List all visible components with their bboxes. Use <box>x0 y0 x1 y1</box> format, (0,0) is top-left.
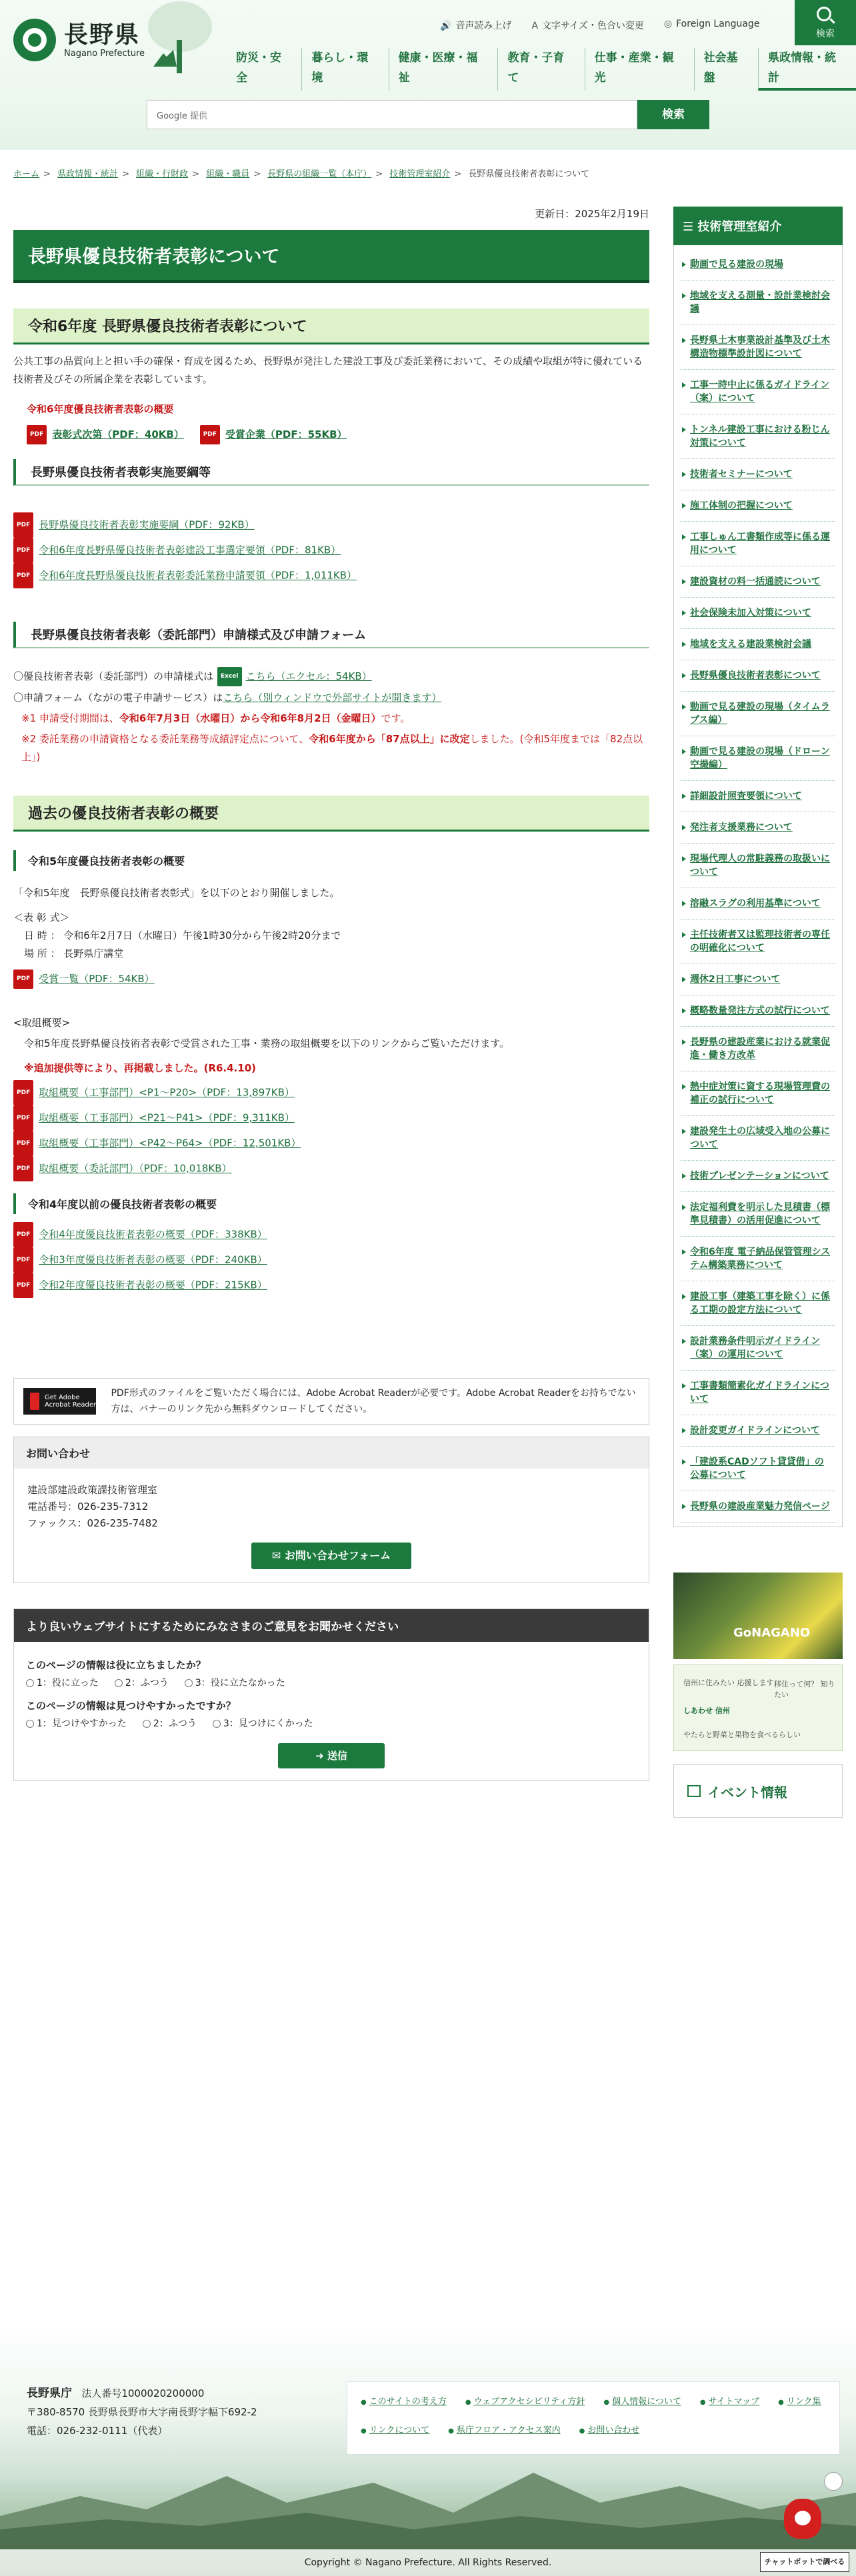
ceremony-label: ＜表 彰 式＞ <box>13 912 70 924</box>
pdf-icon: PDF <box>27 425 47 444</box>
list-item <box>13 1273 649 1298</box>
republished-note: ※追加提供等により、再掲載しました。(R6.4.10) <box>24 1062 256 1074</box>
pdf-link[interactable]: 取組概要（工事部門）<P21～P41>（PDF：9,311KB） <box>39 1111 295 1124</box>
survey-question-1: このページの情報は役に立ちましたか？ <box>26 1659 206 1671</box>
survey-q2-option-2[interactable]: 2：ふつう <box>143 1716 197 1730</box>
breadcrumb-item[interactable]: 長野県の組織一覧（本庁） <box>267 169 372 179</box>
summary-label: <取組概要> <box>13 1017 71 1029</box>
contact-box <box>13 1437 649 1583</box>
survey-question-2: このページの情報は見つけやすかったですか？ <box>26 1700 236 1712</box>
main-content <box>13 207 649 1781</box>
list-item <box>13 512 649 538</box>
summary-text: 令和5年度長野県優良技術者表彰で受賞された工事・業務の取組概要を以下のリンクからご覧いただけます。 <box>24 1037 510 1049</box>
iju-banner[interactable]: 信州に住みたい 応援します 移住って何？ 知りたい しあわせ 信州 やたらと野菜と果物を食べるらしい <box>673 1664 843 1751</box>
footer-org-info <box>27 2384 257 2440</box>
pdf-icon: PDF <box>13 1131 33 1156</box>
breadcrumb-current: 長野県優良技術者表彰について <box>468 169 590 179</box>
contact-fax: ファックス：026-235-7482 <box>27 1517 158 1529</box>
footer-corp-no: 法人番号1000020200000 <box>81 2387 205 2399</box>
pdf-icon: PDF <box>13 1080 33 1105</box>
chatbot-launcher[interactable] <box>760 2492 849 2572</box>
pdf-link[interactable]: 令和6年度長野県優良技術者表彰建設工事選定要領（PDF：81KB） <box>39 544 341 556</box>
breadcrumb-item[interactable]: 県政情報・統計 <box>57 169 119 179</box>
sidebar-item[interactable]: 長野県優良技術者表彰について <box>681 660 835 692</box>
site-header <box>0 0 856 150</box>
sidebar-item[interactable]: 建設工事（建築工事を除く）に係る工期の設定方法について <box>681 1281 835 1326</box>
contact-heading: お問い合わせ <box>14 1437 649 1469</box>
footer-link[interactable]: ● このサイトの考え方 <box>361 2394 447 2413</box>
nav-item-life[interactable]: 暮らし・環境 <box>301 48 388 91</box>
logo-title: 長野県 <box>64 21 141 49</box>
breadcrumb-item[interactable]: 組織・行財政 <box>136 169 189 179</box>
breadcrumb-home[interactable]: ホーム <box>13 169 40 179</box>
pdf-link[interactable]: 取組概要（工事部門）<P1～P20>（PDF：13,897KB） <box>39 1086 295 1099</box>
sidebar-item[interactable]: 工事一時中止に係るガイドライン（案）について <box>681 370 835 414</box>
footer-link[interactable]: ● ウェブアクセシビリティ方針 <box>465 2394 585 2413</box>
pdf-link[interactable]: 取組概要（委託部門）（PDF：10,018KB） <box>39 1162 232 1175</box>
nav-item-infrastructure[interactable]: 社会基盤 <box>694 48 758 91</box>
pdf-link[interactable]: 受賞一覧（PDF：54KB） <box>39 973 155 985</box>
adobe-reader-notice <box>13 1378 649 1425</box>
sidebar-item[interactable]: 主任技術者又は監理技術者の専任の明確化について <box>681 920 835 964</box>
sidebar-item[interactable]: 社会保険未加入対策について <box>681 598 835 629</box>
footer-link[interactable]: ● 個人情報について <box>603 2394 681 2413</box>
tree-illustration-icon <box>140 0 220 77</box>
list-item <box>13 563 649 588</box>
sidebar-item[interactable]: 技術者セミナーについて <box>681 459 835 490</box>
sidebar-item[interactable]: 週休2日工事について <box>681 964 835 995</box>
radio-icon <box>26 1720 34 1728</box>
global-nav <box>227 48 856 91</box>
adobe-reader-text: PDF形式のファイルをご覧いただく場合には、Adobe Acrobat Readerが必要です。Adobe Acrobat Readerをお持ちでない方は、バナーのリンク先から無料ダウンロードしてください。 <box>111 1388 636 1415</box>
globe-icon: ◎ <box>663 19 673 29</box>
sidebar-item[interactable]: 長野県の建設産業における就業促進・働き方改革 <box>681 1027 835 1071</box>
gonagano-banner[interactable]: GoNAGANO <box>673 1573 843 1659</box>
sidebar-item[interactable]: 長野県土木事業設計基準及び土木構造物標準設計図について <box>681 325 835 370</box>
breadcrumb-item[interactable]: 組織・職員 <box>206 169 250 179</box>
note-score: ※2 委託業務の申請資格となる委託業務等成績評定点について、令和6年度から「87点以上」に改定しました。(令和5年度までは「82点以上」) <box>21 733 643 763</box>
prefecture-emblem-icon <box>13 19 56 61</box>
section-heading: 過去の優良技術者表彰の概要 <box>13 796 649 832</box>
radio-icon <box>213 1720 221 1728</box>
pdf-icon: PDF <box>13 1247 33 1273</box>
survey-q2-option-3[interactable]: 3：見つけにくかった <box>213 1716 313 1730</box>
adobe-reader-banner[interactable]: Get Adobe Acrobat Reader <box>23 1388 96 1415</box>
sidebar-item[interactable]: 技術プレゼンテーションについて <box>681 1161 835 1192</box>
pdf-link[interactable]: 令和6年度長野県優良技術者表彰委託業務申請要領（PDF：1,011KB） <box>39 569 357 582</box>
pdf-link[interactable]: 令和4年度優良技術者表彰の概要（PDF：338KB） <box>39 1228 267 1241</box>
survey-q1-option-1[interactable]: 1：役に立った <box>26 1676 99 1689</box>
list-item <box>13 1105 649 1131</box>
r6-pdf-links <box>27 425 649 444</box>
footer-phone: 電話：026-232-0111（代表） <box>27 2425 168 2437</box>
document-list <box>13 1080 649 1181</box>
footer-links <box>347 2381 840 2455</box>
speaker-icon: 🔊 <box>440 21 452 31</box>
site-footer <box>0 2325 856 2576</box>
section-heading: 令和6年度 長野県優良技術者表彰について <box>13 309 649 344</box>
pdf-link[interactable]: 取組概要（工事部門）<P42～P64>（PDF：12,501KB） <box>39 1137 301 1149</box>
acrobat-icon <box>30 1393 39 1410</box>
sidebar-item[interactable]: 建設資材の料一括通読について <box>681 566 835 598</box>
page-title: 長野県優良技術者表彰について <box>13 230 649 283</box>
chatbot-mascot-icon <box>784 2499 821 2539</box>
calendar-icon <box>687 1785 701 1797</box>
list-item <box>13 1080 649 1105</box>
sidebar <box>673 207 843 1818</box>
site-logo[interactable] <box>13 19 145 61</box>
sidebar-item[interactable]: 動画で見る建設の現場（ドローン空撮編） <box>681 736 835 781</box>
site-search <box>147 100 709 129</box>
event-info-link[interactable]: イベント情報 <box>673 1764 843 1818</box>
pdf-link[interactable]: 令和2年度優良技術者表彰の概要（PDF：215KB） <box>39 1279 267 1291</box>
footer-link[interactable]: ● サイトマップ <box>700 2394 759 2413</box>
foreign-language-link[interactable]: ◎ Foreign Language <box>663 19 760 29</box>
nav-item-disaster[interactable]: 防災・安全 <box>236 51 281 85</box>
sidebar-item[interactable]: 長野県の建設産業魅力発信ページ <box>681 1491 835 1523</box>
survey-heading: より良いウェブサイトにするためにみなさまのご意見をお聞かせください <box>14 1609 649 1642</box>
document-list <box>13 512 649 588</box>
footer-link[interactable]: ● 県庁フロア・アクセス案内 <box>448 2423 560 2442</box>
search-icon <box>817 7 831 21</box>
mountain-illustration-icon <box>0 2456 856 2549</box>
sidebar-item[interactable]: 詳細設計照査要領について <box>681 781 835 812</box>
pdf-link[interactable]: 表彰式次第（PDF：40KB） <box>52 428 184 440</box>
utility-menu <box>440 19 760 32</box>
sidebar-item[interactable]: 施工体制の把握について <box>681 490 835 522</box>
winners-pdf <box>13 969 649 989</box>
nav-item-health[interactable]: 健康・医療・福祉 <box>389 48 498 91</box>
pdf-icon: PDF <box>13 1222 33 1247</box>
sidebar-item[interactable]: 建設発生土の広域受入地の公募について <box>681 1116 835 1161</box>
contact-phone: 電話番号：026-235-7312 <box>27 1501 149 1513</box>
sidebar-item[interactable]: 令和6年度 電子納品保管管理システム構築業務について <box>681 1237 835 1281</box>
breadcrumb: ホーム > 県政情報・統計 > 組織・行財政 > 組織・職員 > 長野県の組織一覧（本庁） > 技術管理室紹介 > 長野県優良技術者表彰について <box>13 169 590 179</box>
nav-item-education[interactable]: 教育・子育て <box>497 48 584 91</box>
sidebar-item[interactable]: 設計業務条件明示ガイドライン（案）の運用について <box>681 1326 835 1371</box>
sidebar-item[interactable]: 現場代理人の常駐義務の取扱いについて <box>681 844 835 888</box>
voice-reader-link[interactable]: 🔊 音声読み上げ <box>440 21 512 31</box>
e-application-line: 〇申請フォーム（ながの電子申請サービス）はこちら（別ウィンドウで外部サイトが開きます） <box>13 692 442 704</box>
survey-q1-option-3[interactable]: 3：役に立たなかった <box>185 1676 285 1689</box>
list-item <box>13 1131 649 1156</box>
list-item <box>13 538 649 563</box>
pdf-icon: PDF <box>13 538 33 563</box>
pdf-icon: PDF <box>13 512 33 538</box>
sidebar-item[interactable]: 設計変更ガイドラインについて <box>681 1415 835 1447</box>
survey-q1-option-2[interactable]: 2：ふつう <box>115 1676 169 1689</box>
sidebar-item[interactable]: 動画で見る建設の現場（タイムラプス編） <box>681 692 835 736</box>
sidebar-item[interactable]: 地域を支える測量・設計業検討会議 <box>681 281 835 325</box>
application-form-line: 〇優良技術者表彰（委託部門）の申請様式は Excel こちら（エクセル：54KB） <box>13 667 649 686</box>
document-list <box>13 1222 649 1298</box>
ceremony-text: 「令和5年度 長野県優良技術者表彰式」を以下のとおり開催しました。 <box>13 887 340 899</box>
pdf-link[interactable]: 長野県優良技術者表彰実施要綱（PDF：92KB） <box>39 518 255 531</box>
sidebar-item[interactable]: 概略数量発注方式の試行について <box>681 995 835 1027</box>
footer-link[interactable]: ● リンク集 <box>778 2394 821 2413</box>
section-heading: 長野県優良技術者表彰（委託部門）申請様式及び申請フォーム <box>13 622 649 648</box>
contact-form-button[interactable]: ✉ お問い合わせフォーム <box>251 1543 411 1569</box>
feedback-survey <box>13 1609 649 1781</box>
r6-overview-label: 令和6年度優良技術者表彰の概要 <box>27 403 174 415</box>
chatbot-label: チャットボットで調べる <box>760 2552 849 2572</box>
arrow-right-icon: ➜ <box>315 1750 327 1762</box>
footer-link[interactable]: ● リンクについて <box>361 2423 429 2442</box>
sidebar-item[interactable]: 溶融スラグの利用基準について <box>681 888 835 920</box>
contact-dept: 建設部建設政策課技術管理室 <box>27 1484 158 1496</box>
survey-submit-button[interactable]: ➜ 送信 <box>278 1743 385 1768</box>
sidebar-list <box>673 245 843 1527</box>
sidebar-item[interactable]: 工事書類簡素化ガイドラインについて <box>681 1371 835 1415</box>
logo-subtitle: Nagano Prefecture <box>64 48 145 59</box>
footer-org-name: 長野県庁 <box>27 2387 72 2400</box>
sidebar-item[interactable]: トンネル建設工事における粉じん対策について <box>681 414 835 459</box>
copyright: Copyright © Nagano Prefecture. All Rights Reserved. <box>0 2549 856 2576</box>
intro-text: 公共工事の品質向上と担い手の確保・育成を図るため、長野県が発注した建設工事及び委託業務において、その成績や取組が特に優れている技術者及びその所属企業を表彰しています。 <box>13 355 643 385</box>
footer-link[interactable]: ● お問い合わせ <box>579 2423 640 2442</box>
menu-icon: ☰ <box>683 220 698 234</box>
search-submit-button[interactable]: 検索 <box>637 100 709 129</box>
list-item <box>13 1247 649 1273</box>
nav-item-industry[interactable]: 仕事・産業・観光 <box>585 48 694 91</box>
sidebar-item[interactable]: 法定福利費を明示した見積書（標準見積書）の活用促進について <box>681 1192 835 1237</box>
survey-q2-option-1[interactable]: 1：見つけやすかった <box>26 1716 127 1730</box>
radio-icon <box>115 1679 123 1687</box>
pdf-icon: PDF <box>13 1105 33 1131</box>
text-size-link[interactable]: A 文字サイズ・色合い変更 <box>531 21 644 31</box>
pdf-icon: PDF <box>13 563 33 588</box>
ceremony-place: 場 所 ： 長野県庁講堂 <box>24 948 124 960</box>
sidebar-heading: ☰ 技術管理室紹介 <box>673 207 843 245</box>
excel-link[interactable]: こちら（エクセル：54KB） <box>245 670 372 682</box>
font-size-icon: A <box>531 21 539 31</box>
radio-icon <box>185 1679 193 1687</box>
radio-icon <box>143 1720 151 1728</box>
pdf-icon: PDF <box>13 969 33 989</box>
pdf-link[interactable]: 受賞企業（PDF：55KB） <box>225 428 347 440</box>
mail-icon: ✉ <box>271 1549 285 1562</box>
section-heading: 長野県優良技術者表彰実施要綱等 <box>13 459 649 486</box>
footer-address: 〒380-8570 長野県長野市大字南長野字幅下692-2 <box>27 2406 257 2418</box>
sidebar-item[interactable]: 「建設系CADソフト貸貸借」の公募について <box>681 1447 835 1491</box>
sidebar-item[interactable]: 地域を支える建設業検討会議 <box>681 629 835 660</box>
sidebar-item[interactable]: 動画で見る建設の現場 <box>681 249 835 281</box>
pdf-link[interactable]: 令和3年度優良技術者表彰の概要（PDF：240KB） <box>39 1253 267 1266</box>
nav-item-government[interactable]: 県政情報・統計 <box>758 48 856 91</box>
note-period: ※1 申請受付期間は、令和6年7月3日（水曜日）から令和6年8月2日（金曜日）です。 <box>21 712 411 724</box>
sidebar-item[interactable]: 工事しゅん工書類作成等に係る運用について <box>681 522 835 566</box>
subsection-heading: 令和4年度以前の優良技術者表彰の概要 <box>13 1193 649 1214</box>
header-search-toggle[interactable]: 検索 <box>795 0 856 45</box>
ceremony-date: 日 時 ： 令和6年2月7日（水曜日）午後1時30分から午後2時20分まで <box>24 930 341 942</box>
list-item <box>13 1156 649 1181</box>
radio-icon <box>26 1679 34 1687</box>
search-input[interactable]: Google 提供 <box>147 100 637 129</box>
sidebar-item[interactable]: 熱中症対策に資する現場管理費の補正の試行について <box>681 1071 835 1116</box>
excel-icon: Excel <box>217 667 241 686</box>
sidebar-item[interactable]: 発注者支援業務について <box>681 812 835 844</box>
external-form-link[interactable]: こちら（別ウィンドウで外部サイトが開きます） <box>223 692 442 704</box>
updated-date: 更新日：2025年2月19日 <box>535 208 649 220</box>
pdf-icon: PDF <box>13 1156 33 1181</box>
list-item <box>13 1222 649 1247</box>
subsection-heading: 令和5年度優良技術者表彰の概要 <box>13 850 649 871</box>
pdf-icon: PDF <box>13 1273 33 1298</box>
pdf-icon: PDF <box>200 425 220 444</box>
scroll-to-top-button[interactable] <box>824 2472 843 2491</box>
breadcrumb-item[interactable]: 技術管理室紹介 <box>389 169 451 179</box>
